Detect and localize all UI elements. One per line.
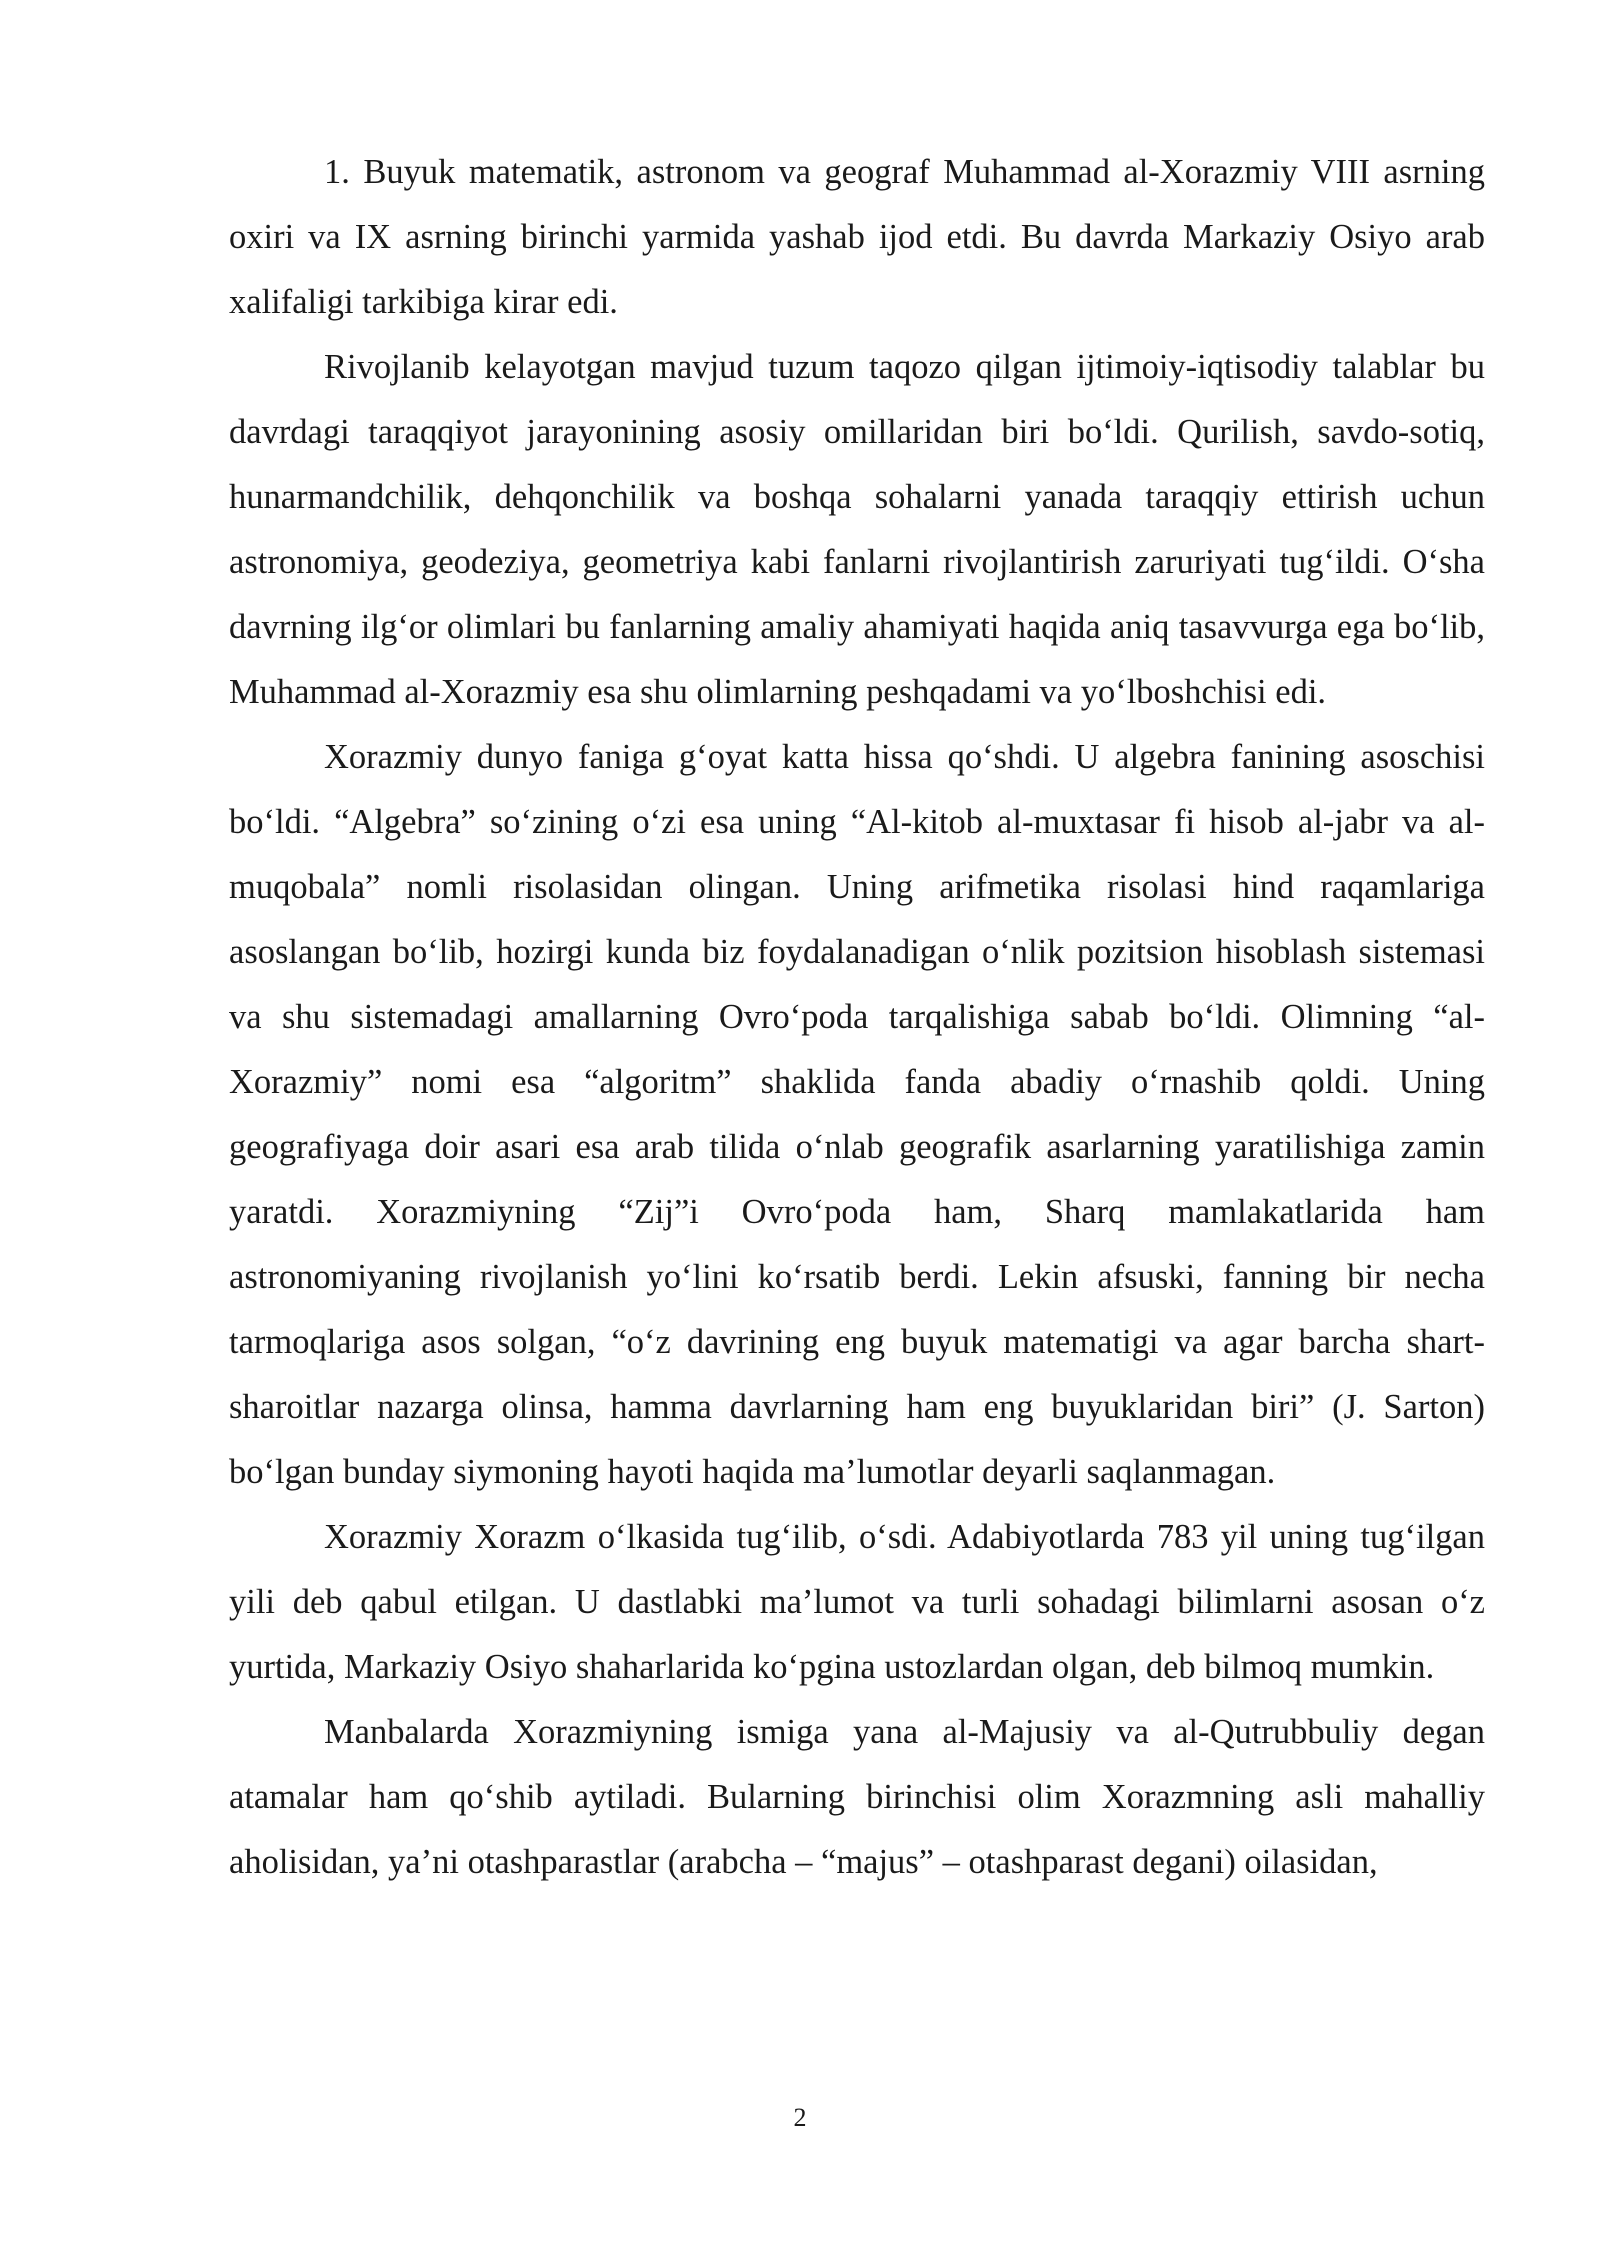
paragraph-5: Manbalarda Xorazmiyning ismiga yana al-Majusiy va al-Qutrubbuliy degan atamalar ham qo‘shib aytiladi. Bularning birinchisi olim Xorazmning asli mahalliy aholisidan, ya’ni otashparastlar (arabcha – “majus” – otashparast degani) oilasidan, <box>229 1713 1485 1881</box>
page-number: 2 <box>793 2103 807 2132</box>
paragraph-2: Rivojlanib kelayotgan mavjud tuzum taqozo qilgan ijtimoiy-iqtisodiy talablar bu davrdagi taraqqiyot jarayonining asosiy omillaridan biri bo‘ldi. Qurilish, savdo-sotiq, hunarmandchilik, dehqonchilik va boshqa sohalarni yanada taraqqiy ettirish uchun astronomiya, geodeziya, geometriya kabi fanlarni rivojlantirish zaruriyati tug‘ildi. O‘sha davrning ilg‘or olimlari bu fanlarning amaliy ahamiyati haqida aniq tasavvurga ega bo‘lib, Muhammad al-Xorazmiy esa shu olimlarning peshqadami va yo‘lboshchisi edi. <box>229 348 1485 711</box>
paragraph-4: Xorazmiy Xorazm o‘lkasida tug‘ilib, o‘sdi. Adabiyotlarda 783 yil uning tug‘ilgan yili deb qabul etilgan. U dastlabki ma’lumot va turli sohadagi bilimlarni asosan o‘z yurtida, Markaziy Osiyo shaharlarida ko‘pgina ustozlardan olgan, deb bilmoq mumkin. <box>229 1518 1485 1686</box>
paragraph-3: Xorazmiy dunyo faniga g‘oyat katta hissa qo‘shdi. U algebra fanining asoschisi bo‘ldi. “Algebra” so‘zining o‘zi esa uning “Al-kitob al-muxtasar fi hisob al-jabr va al-muqobala” nomli risolasidan olingan. Uning arifmetika risolasi hind raqamlariga asoslangan bo‘lib, hozirgi kunda biz foydalanadigan o‘nlik pozitsion hisoblash sistemasi va shu sistemadagi amallarning Ovro‘poda tarqalishiga sabab bo‘ldi. Olimning “al-Xorazmiy” nomi esa “algoritm” shaklida fanda abadiy o‘rnashib qoldi. Uning geografiyaga doir asari esa arab tilida o‘nlab geografik asarlarning yaratilishiga zamin yaratdi. Xorazmiyning “Zij”i Ovro‘poda ham, Sharq mamlakatlarida ham astronomiyaning rivojlanish yo‘lini ko‘rsatib berdi. Lekin afsuski, fanning bir necha tarmoqlariga asos solgan, “o‘z davrining eng buyuk matematigi va agar barcha shart-sharoitlar nazarga olinsa, hamma davrlarning ham eng buyuklaridan biri” (J. Sarton) bo‘lgan bunday siymoning hayoti haqida ma’lumotlar deyarli saqlanmagan. <box>229 738 1485 1491</box>
paragraph-1: 1. Buyuk matematik, astronom va geograf Muhammad al-Xorazmiy VIII asrning oxiri va IX asrning birinchi yarmida yashab ijod etdi. Bu davrda Markaziy Osiyo arab xalifaligi tarkibiga kirar edi. <box>229 153 1485 321</box>
document-body <box>229 140 1485 1895</box>
